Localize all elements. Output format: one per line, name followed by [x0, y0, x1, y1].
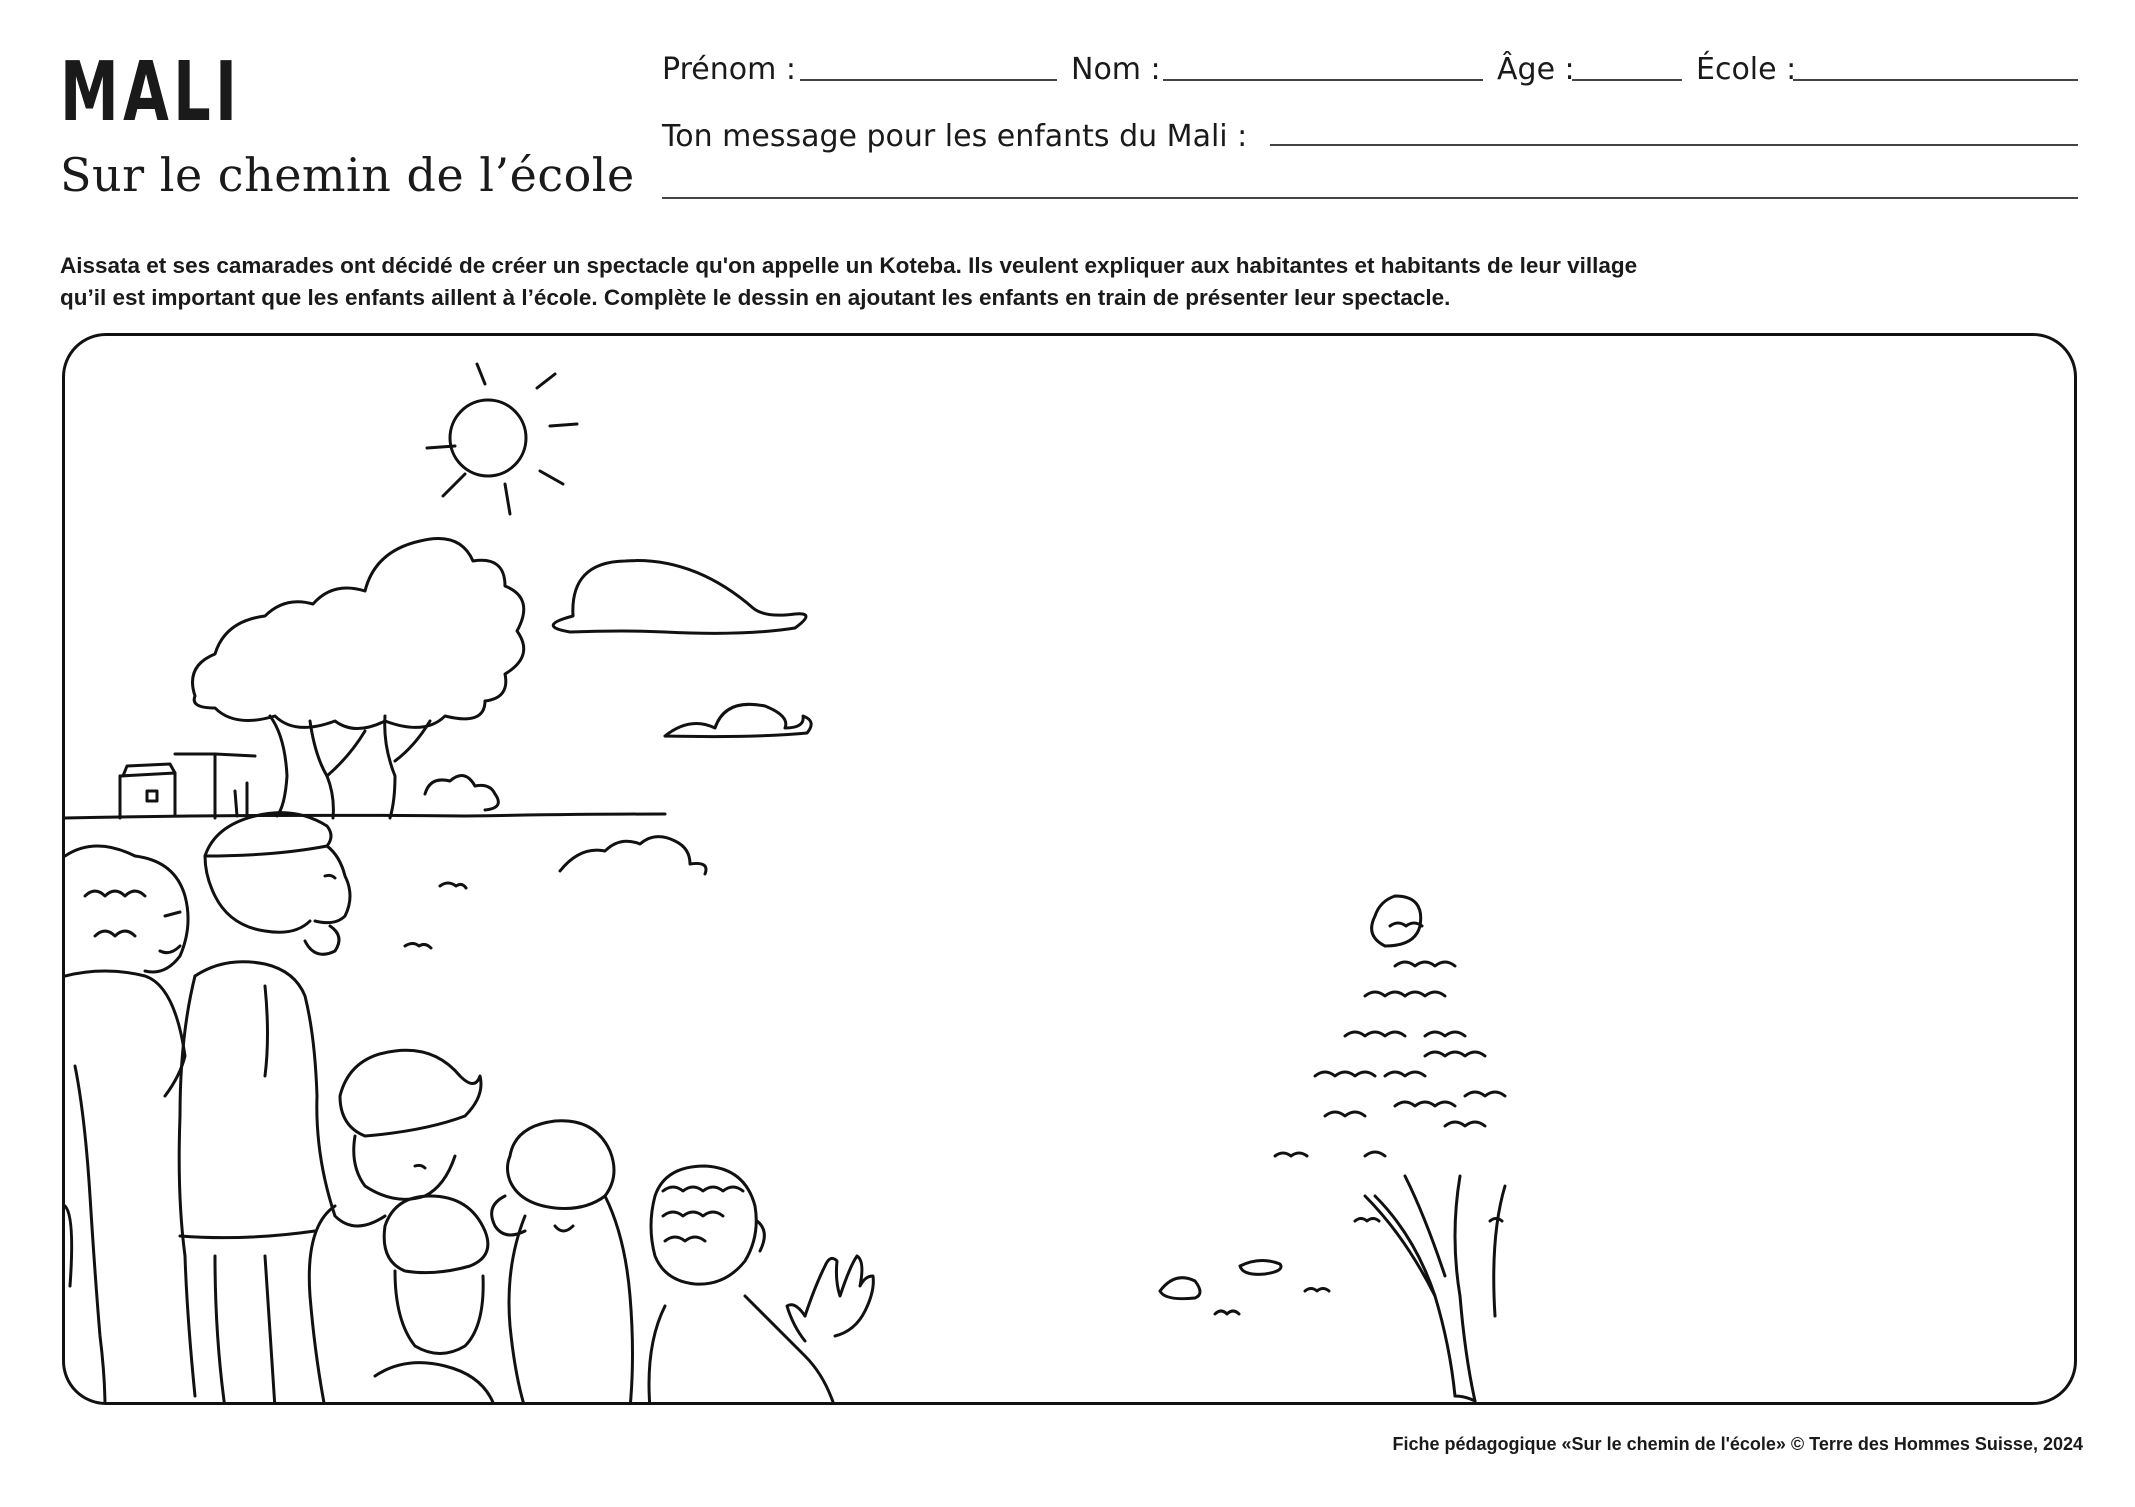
ecole-label: École : [1696, 52, 1797, 87]
children-group-icon [65, 813, 873, 1405]
instructions-line-2: qu’il est important que les enfants aillent à l’école. Complète le dessin en ajoutant les enfants en train de présenter leur spectacle. [60, 285, 1451, 310]
message-field-line-2[interactable] [662, 197, 2078, 199]
nom-label: Nom : [1071, 52, 1161, 87]
cloud-small-icon [665, 704, 811, 736]
village-icon [65, 754, 665, 818]
flowering-tree-icon [1275, 896, 1505, 1401]
instructions-line-1: Aissata et ses camarades ont décidé de créer un spectacle qu'on appelle un Koteba. Ils veulent expliquer aux habitantes et habitants de leur village [60, 253, 1638, 278]
cloud-large-icon [553, 561, 806, 634]
instructions [60, 250, 1780, 314]
page-subtitle: Sur le chemin de l’école [60, 148, 635, 202]
stones-icon [1160, 1219, 1502, 1315]
sun-icon [427, 364, 577, 514]
prenom-label: Prénom : [662, 52, 796, 87]
illustration [65, 336, 2077, 1405]
message-field-line-1[interactable] [1270, 144, 2078, 146]
age-field[interactable] [1572, 79, 1682, 81]
tree-background-icon [193, 539, 524, 819]
message-label: Ton message pour les enfants du Mali : [662, 119, 1248, 154]
ecole-field[interactable] [1793, 79, 2078, 81]
page-title: MALI [60, 45, 242, 140]
footer-credit: Fiche pédagogique «Sur le chemin de l'école» © Terre des Hommes Suisse, 2024 [1392, 1434, 2083, 1454]
nom-field[interactable] [1163, 79, 1483, 81]
bush-icon [405, 837, 706, 948]
drawing-frame[interactable] [62, 333, 2077, 1405]
prenom-field[interactable] [800, 79, 1057, 81]
age-label: Âge : [1497, 52, 1575, 87]
